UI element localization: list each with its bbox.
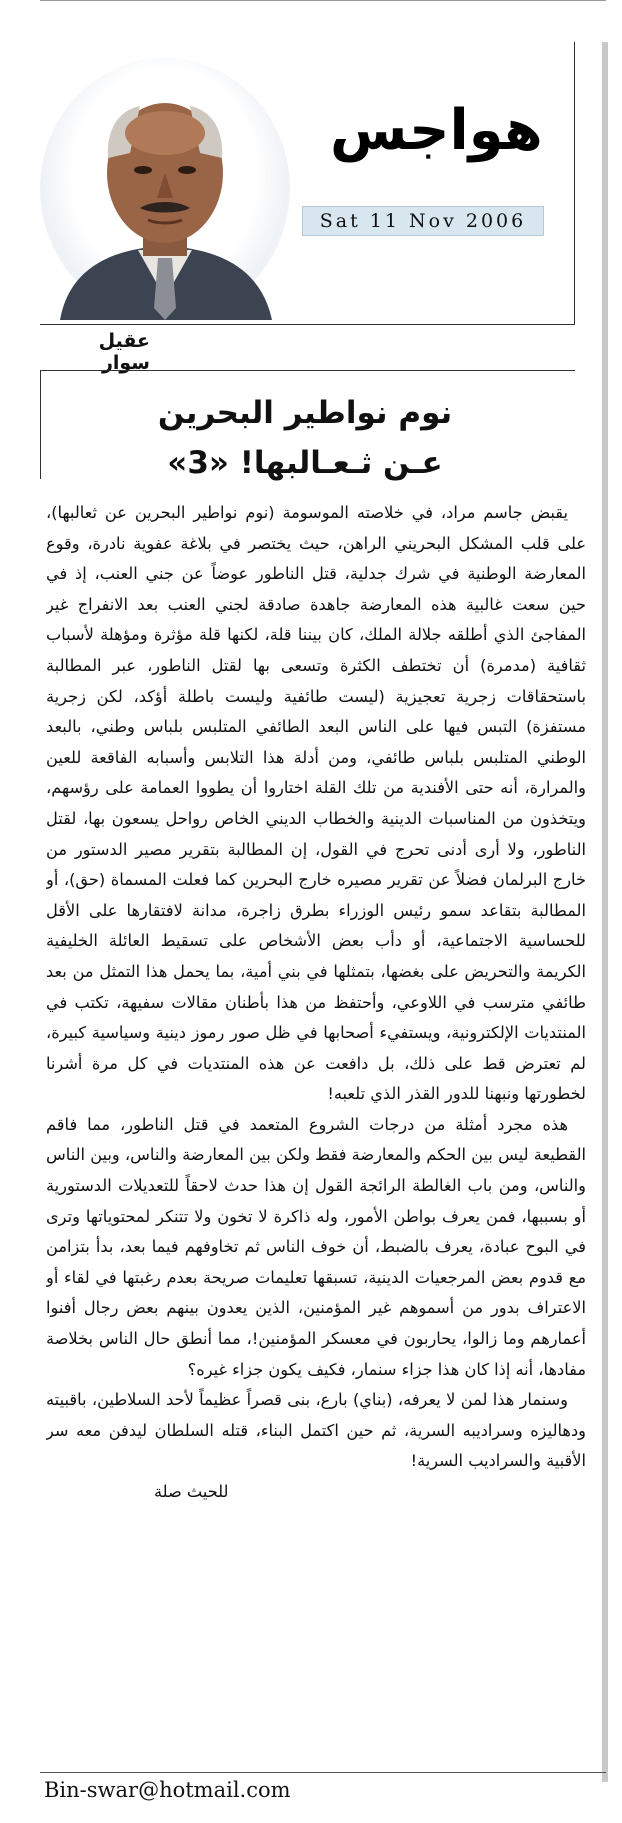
author-portrait-icon: [40, 58, 290, 320]
headline-line-1: نوم نواطير البحرين: [157, 395, 453, 431]
publication-date: Sat 11 Nov 2006: [302, 206, 544, 236]
column-title: هواجس: [330, 98, 543, 163]
author-name: عقيل سوار: [98, 330, 150, 374]
top-rule: [40, 0, 606, 1]
paragraph-1: يقبض جاسم مراد، في خلاصته الموسومة (نوم نواطير البحرين عن ثعالبها)، على قلب المشكل البحريني الراهن، حيث يختصر في بلاغة عفوية نادرة، وقوع المعارضة الوطنية في شرك جدلية، قتل الناطور عوضاً عن جني العنب، إذ في حين سعت غالبية هذه المعارضة جاهدة صادقة لجني العنب بعد الانفراج غير المفاجئ الذي أطلقه جلالة الملك، كان بيننا قلة، لكنها قلة مؤثرة ومؤهلة لأسباب ثقافية (مدمرة) أن تختطف الكثرة وتسعى بها لقتل الناطور، عبر المطالبة باستحقاقات زجرية تعجيزية (ليست طائفية وليست باطلة أؤكد، لكن زجرية مستفزة) التبس فيها على الناس البعد الطائفي المتلبس بلباس وطني، بالبعد الوطني المتلبس بلباس طائفي، ومن أدلة هذا التلابس وأسبابه الفاقعة للعين والمرارة، أنه حتى الأفندية من تلك القلة اختاروا أن يطووا العمامة على رؤسهم، ويتخذون من المناسبات الدينية والخطاب الديني الخاص رواحل يسعون بها، لقتل الناطور، ولا أرى أدنى تحرج في القول، إن المطالبة بتقرير مصير الدستور من خارج البرلمان فضلاً عن تقرير مصيره خارج البحرين كما فعلت المسماة (حق)، أو المطالبة بتقاعد سمو رئيس الوزراء بطرق زاجرة، مدانة لافتقارها على الأقل للحساسية الاجتماعية، أو دأب بعض الأشخاص على تسقيط العائلة الخليفية الكريمة والتحريض على بغضها، بتمثلها في بني أمية، بما يحمل هذا التمثل من بعد طائفي مترسب في اللاوعي، وأحتفظ من هذا بأطنان مقالات سفيهة، تكتب في المنتديات الإلكترونية، ويستفيء أصحابها في ظل صور رموز دينية وسياسية كبيرة، لم تعترض قط على ذلك، بل دافعت عن هذه المنتديات في كل مرة أشرنا لخطورتها ونبهنا للدور القذر الذي تلعبه!: [46, 503, 586, 1104]
bottom-rule: [40, 1772, 606, 1773]
article-body: [46, 498, 586, 1723]
author-photo: [40, 58, 290, 320]
headline-line-2: عـن ثـعـالبها! «3»: [167, 445, 443, 481]
to-be-continued: للحيث صلة: [154, 1482, 229, 1501]
author-email: Bin-swar@hotmail.com: [44, 1778, 291, 1802]
article-headline: [60, 388, 550, 488]
paragraph-2: هذه مجرد أمثلة من درجات الشروع المتعمد في قتل الناطور، مما فاقم القطيعة ليس بين الحكم والمعارضة فقط ولكن بين المعارضة والناس، وبين الناس والناس، ومن باب الغالطة الرائجة القول إن هذا حدث لاحقاً للتعديلات الدستورية أو بسببها، فمن يعرف بواطن الأمور، وله ذاكرة لا تخون ولا تتنكر لمحتوياتها وترى في البوح عبادة، يعرف بالضبط، أن خوف الناس ثم تخاوفهم فيما بعد، بدأ بتزامن مع قدوم بعض المرجعيات الدينية، تسبقها تعليمات صريحة بعدم رغبتها في لقاء أو الاعتراف بدور من أسموهم غير المؤمنين، الذين يعدون بينهم بعض رجال أفنوا أعمارهم وما زالوا، يحاربون في معسكر المؤمنين!، مما أنطق حال الناس بخلاصة مفادها، أنه إذا كان هذا جزاء سنمار، فكيف يكون جزاء غيره؟: [46, 1114, 586, 1379]
column-side-border: [602, 42, 608, 1782]
paragraph-3: وسنمار هذا لمن لا يعرفه، (بناي) بارع، بنى قصراً عظيماً لأحد السلاطين، باقبيته ودهاليزه وسراديبه السرية، ثم حين اكتمل البناء، قتله السلطان ليدفن معه سر الأقبية والسراديب السرية!: [46, 1390, 586, 1471]
